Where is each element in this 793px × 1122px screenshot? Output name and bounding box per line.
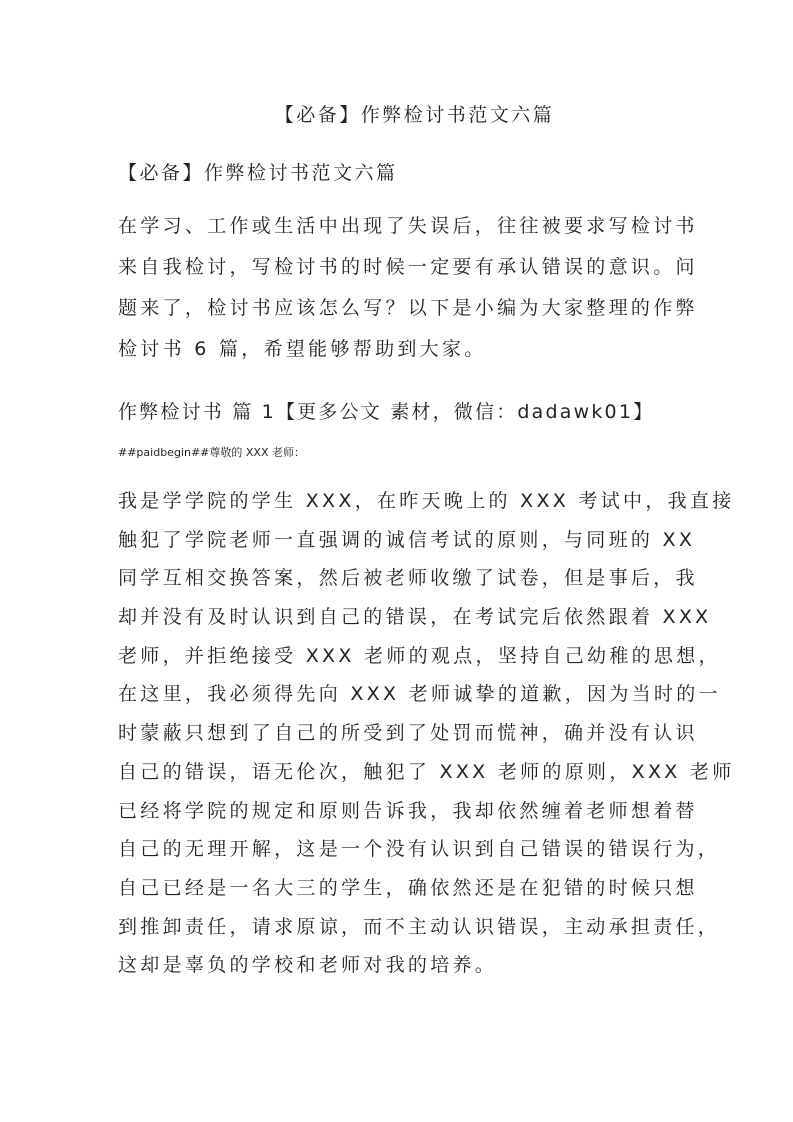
body-paragraph [118,482,735,985]
body-line: 已经将学院的规定和原则告诉我，我却依然缠着老师想着替 [118,799,698,822]
body-line: 这却是辜负的学校和老师对我的培养。 [118,954,498,977]
body-line: 却并没有及时认识到自己的错误，在考试完后依然跟着 XXX [118,606,712,629]
intro-line: 来自我检讨，写检讨书的时候一定要有承认错误的意识。问 [118,256,698,278]
body-line: 自己已经是一名大三的学生，确依然还是在犯错的时候只想 [118,876,698,899]
document-subtitle: 【必备】作弊检讨书范文六篇 [118,162,398,184]
body-line: 到推卸责任，请求原谅，而不主动认识错误，主动承担责任， [118,915,721,938]
body-line: 我是学学院的学生 XXX，在昨天晚上的 XXX 考试中，我直接 [118,490,735,512]
body-line: 老师，并拒绝接受 XXX 老师的观点，坚持自己幼稚的思想， [118,644,721,667]
intro-paragraph [118,206,698,370]
intro-line: 在学习、工作或生活中出现了失误后，往往被要求写检讨书 [118,215,698,237]
intro-line: 题来了，检讨书应该怎么写？以下是小编为大家整理的作弊 [118,297,698,319]
body-line: 自己的错误，语无伦次，触犯了 XXX 老师的原则，XXX 老师 [118,760,735,783]
intro-line: 检讨书 6 篇，希望能够帮助到大家。 [118,338,487,360]
body-line: 时蒙蔽只想到了自己的所受到了处罚而慌神，确并没有认识 [118,722,698,745]
body-line: 同学互相交换答案，然后被老师收缴了试卷，但是事后，我 [118,567,698,590]
body-line: 自己的无理开解，这是一个没有认识到自己错误的错误行为， [118,838,721,861]
body-line: 触犯了学院老师一直强调的诚信考试的原则，与同班的 XX [118,528,696,551]
section-heading: 作弊检讨书 篇 1【更多公文 素材，微信：dadawk01】 [118,401,655,423]
document-title: 【必备】作弊检讨书范文六篇 [274,104,555,126]
body-line: 在这里，我必须得先向 XXX 老师诚挚的道歉，因为当时的一 [118,683,721,706]
salutation: ##paidbegin##尊敬的 XXX 老师： [118,446,305,459]
